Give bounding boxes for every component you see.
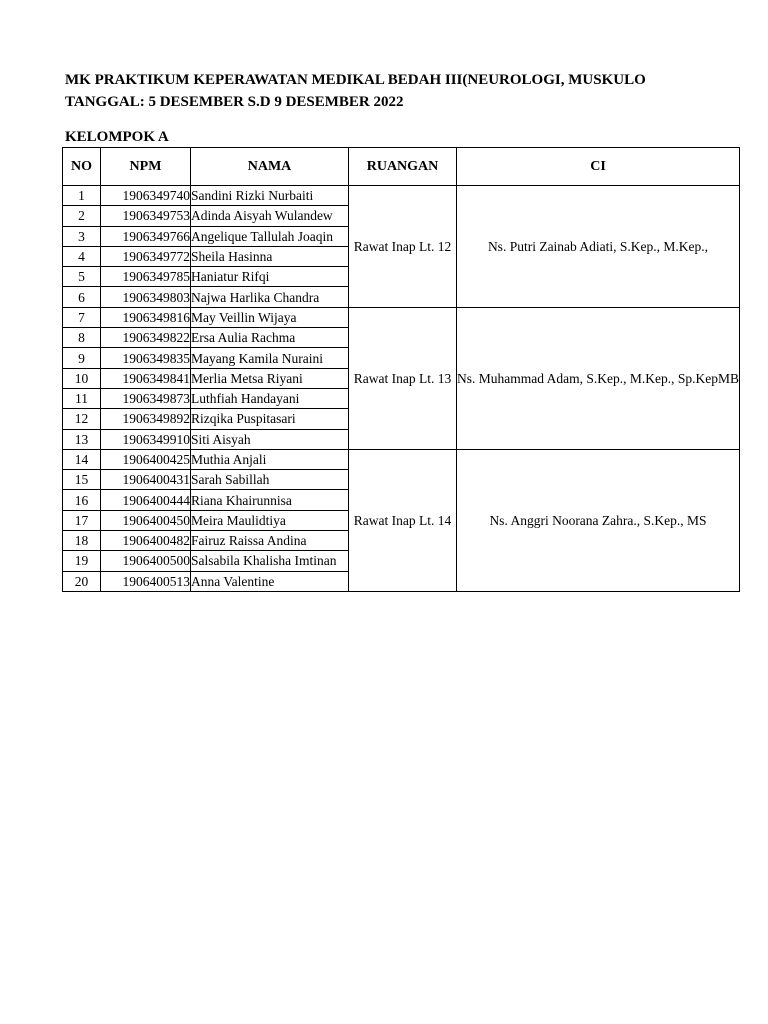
cell-nama: Ersa Aulia Rachma	[191, 328, 349, 348]
cell-nama: Luthfiah Handayani	[191, 388, 349, 408]
cell-nama: Haniatur Rifqi	[191, 267, 349, 287]
cell-npm: 1906400450	[101, 510, 191, 530]
cell-ci	[457, 307, 740, 449]
ci-label: Ns. Anggri Noorana Zahra., S.Kep., MS	[489, 512, 707, 528]
cell-nama: Anna Valentine	[191, 571, 349, 591]
cell-no: 13	[63, 429, 101, 449]
cell-no: 9	[63, 348, 101, 368]
table-row	[63, 186, 740, 206]
cell-npm: 1906349910	[101, 429, 191, 449]
cell-nama: Angelique Tallulah Joaqin	[191, 226, 349, 246]
cell-nama: Muthia Anjali	[191, 449, 349, 469]
cell-no: 15	[63, 470, 101, 490]
ruangan-label: Rawat Inap Lt. 13	[353, 370, 452, 386]
cell-npm: 1906349816	[101, 307, 191, 327]
table-row	[63, 307, 740, 327]
cell-nama: Adinda Aisyah Wulandew	[191, 206, 349, 226]
table-header-row	[63, 148, 740, 186]
cell-nama: Rizqika Puspitasari	[191, 409, 349, 429]
cell-npm: 1906349822	[101, 328, 191, 348]
cell-npm: 1906400513	[101, 571, 191, 591]
cell-npm: 1906349841	[101, 368, 191, 388]
cell-nama: Meira Maulidtiya	[191, 510, 349, 530]
cell-nama: Salsabila Khalisha Imtinan	[191, 551, 349, 571]
cell-no: 7	[63, 307, 101, 327]
ci-label: Ns. Putri Zainab Adiati, S.Kep., M.Kep.,	[487, 238, 709, 254]
cell-nama: Sarah Sabillah	[191, 470, 349, 490]
cell-npm: 1906349785	[101, 267, 191, 287]
group-label: KELOMPOK A	[65, 129, 169, 145]
document-date-range: TANGGAL: 5 DESEMBER S.D 9 DESEMBER 2022	[65, 94, 404, 110]
cell-npm: 1906400425	[101, 449, 191, 469]
cell-nama: Merlia Metsa Riyani	[191, 368, 349, 388]
cell-npm: 1906349772	[101, 246, 191, 266]
cell-ruangan	[349, 307, 457, 449]
cell-ruangan	[349, 186, 457, 308]
cell-npm: 1906349740	[101, 186, 191, 206]
cell-nama: Mayang Kamila Nuraini	[191, 348, 349, 368]
ruangan-label: Rawat Inap Lt. 12	[353, 238, 452, 254]
roster-table-body	[63, 186, 740, 592]
roster-table	[62, 147, 740, 592]
cell-npm: 1906400500	[101, 551, 191, 571]
cell-no: 11	[63, 388, 101, 408]
cell-ci	[457, 449, 740, 591]
cell-npm: 1906349892	[101, 409, 191, 429]
cell-npm: 1906400431	[101, 470, 191, 490]
cell-ci	[457, 186, 740, 308]
cell-no: 5	[63, 267, 101, 287]
column-header-npm: NPM	[101, 148, 191, 186]
column-header-nama: NAMA	[191, 148, 349, 186]
cell-nama: Fairuz Raissa Andina	[191, 531, 349, 551]
cell-nama: Sandini Rizki Nurbaiti	[191, 186, 349, 206]
cell-npm: 1906349766	[101, 226, 191, 246]
column-header-ruangan: RUANGAN	[349, 148, 457, 186]
cell-no: 16	[63, 490, 101, 510]
cell-npm: 1906349753	[101, 206, 191, 226]
cell-nama: Riana Khairunnisa	[191, 490, 349, 510]
cell-no: 10	[63, 368, 101, 388]
document-title: MK PRAKTIKUM KEPERAWATAN MEDIKAL BEDAH III(NEUROLOGI, MUSKULO	[65, 72, 646, 88]
column-header-no: NO	[63, 148, 101, 186]
cell-no: 19	[63, 551, 101, 571]
cell-no: 8	[63, 328, 101, 348]
cell-npm: 1906400482	[101, 531, 191, 551]
cell-no: 4	[63, 246, 101, 266]
cell-nama: May Veillin Wijaya	[191, 307, 349, 327]
cell-no: 18	[63, 531, 101, 551]
ci-label: Ns. Muhammad Adam, S.Kep., M.Kep., Sp.KepMB	[457, 370, 739, 386]
ruangan-label: Rawat Inap Lt. 14	[353, 512, 452, 528]
cell-nama: Sheila Hasinna	[191, 246, 349, 266]
cell-ruangan	[349, 449, 457, 591]
cell-npm: 1906349835	[101, 348, 191, 368]
cell-no: 12	[63, 409, 101, 429]
cell-no: 14	[63, 449, 101, 469]
cell-nama: Najwa Harlika Chandra	[191, 287, 349, 307]
column-header-ci: CI	[457, 148, 740, 186]
cell-no: 17	[63, 510, 101, 530]
cell-no: 1	[63, 186, 101, 206]
cell-npm: 1906400444	[101, 490, 191, 510]
table-row	[63, 449, 740, 469]
cell-npm: 1906349873	[101, 388, 191, 408]
cell-no: 3	[63, 226, 101, 246]
cell-nama: Siti Aisyah	[191, 429, 349, 449]
cell-npm: 1906349803	[101, 287, 191, 307]
cell-no: 6	[63, 287, 101, 307]
cell-no: 2	[63, 206, 101, 226]
cell-no: 20	[63, 571, 101, 591]
